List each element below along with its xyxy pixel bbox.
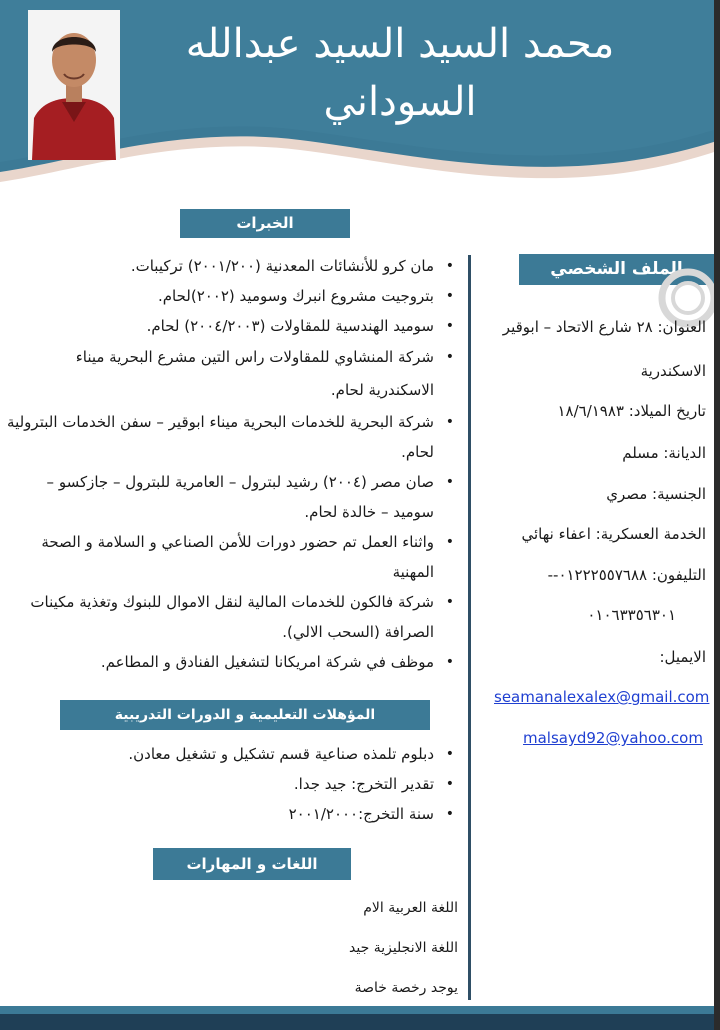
bullet-icon: •: [445, 594, 454, 610]
section-title-experience: الخبرات: [180, 209, 350, 238]
bullet-icon: •: [445, 654, 454, 670]
language-english: اللغة الانجليزية جيد: [349, 940, 458, 956]
bullet-icon: •: [445, 806, 454, 822]
list-item: • دبلوم تلمذه صناعية قسم تشكيل و تشغيل معادن.: [60, 739, 462, 769]
list-item: • تقدير التخرج: جيد جدا.: [60, 769, 462, 799]
list-item: • شركة البحرية للخدمات البحرية ميناء ابوقير – سفن الخدمات البترولية لحام.: [6, 407, 462, 467]
full-name: [140, 18, 660, 128]
education-list: [60, 739, 462, 829]
bullet-icon: •: [445, 776, 454, 792]
name-line-2: السوداني: [323, 79, 477, 125]
section-title-languages: اللغات و المهارات: [153, 848, 351, 880]
list-item: • بتروجيت مشروع انبرك وسوميد (٢٠٠٢)لحام.: [6, 281, 462, 311]
portrait-icon: [28, 10, 120, 160]
list-item: • شركة المنشاوي للمقاولات راس التين مشرع البحرية ميناء الاسكندرية لحام.: [6, 341, 462, 407]
bullet-icon: •: [445, 474, 454, 490]
bullet-icon: •: [445, 318, 454, 334]
column-divider: [468, 255, 471, 1000]
list-item: • سوميد الهندسية للمقاولات (٢٠٠٤/٢٠٠٣) لحام.: [6, 311, 462, 341]
page-edge: [714, 0, 720, 1030]
email-link-gmail[interactable]: seamanalexalex@gmail.com: [494, 688, 710, 706]
driving-license: يوجد رخصة خاصة: [354, 980, 458, 996]
list-item: • شركة فالكون للخدمات المالية لنقل الاموال للبنوك وتغذية مكينات الصرافة (السحب الالي).: [6, 587, 462, 647]
list-item: • واثناء العمل تم حضور دورات للأمن الصناعي و السلامة و الصحة المهنية: [6, 527, 462, 587]
footer-bar: [0, 1006, 720, 1030]
language-arabic: اللغة العربية الام: [363, 900, 458, 916]
list-item: • مان كرو للأنشائات المعدنية (٢٠٠١/٢٠٠) تركيبات.: [6, 251, 462, 281]
list-item: • صان مصر (٢٠٠٤) رشيد لبترول – العامرية للبترول – جازكسو – سوميد – خالدة لحام.: [6, 467, 462, 527]
section-title-education: المؤهلات التعليمية و الدورات التدريبية: [60, 700, 430, 730]
list-item: • موظف في شركة امريكانا لتشغيل الفنادق و المطاعم.: [6, 647, 462, 677]
bullet-icon: •: [445, 288, 454, 304]
section-title-profile: الملف الشخصي: [519, 254, 714, 285]
bullet-icon: •: [445, 349, 454, 365]
profile-photo: [28, 10, 120, 160]
list-item: • سنة التخرج:٢٠٠١/٢٠٠٠: [60, 799, 462, 829]
bullet-icon: •: [445, 746, 454, 762]
experience-list: [6, 251, 462, 677]
email-link-yahoo[interactable]: malsayd92@yahoo.com: [523, 729, 703, 747]
bullet-icon: •: [445, 534, 454, 550]
name-line-1: محمد السيد السيد عبدالله: [185, 21, 615, 67]
bullet-icon: •: [445, 258, 454, 274]
bullet-icon: •: [445, 414, 454, 430]
